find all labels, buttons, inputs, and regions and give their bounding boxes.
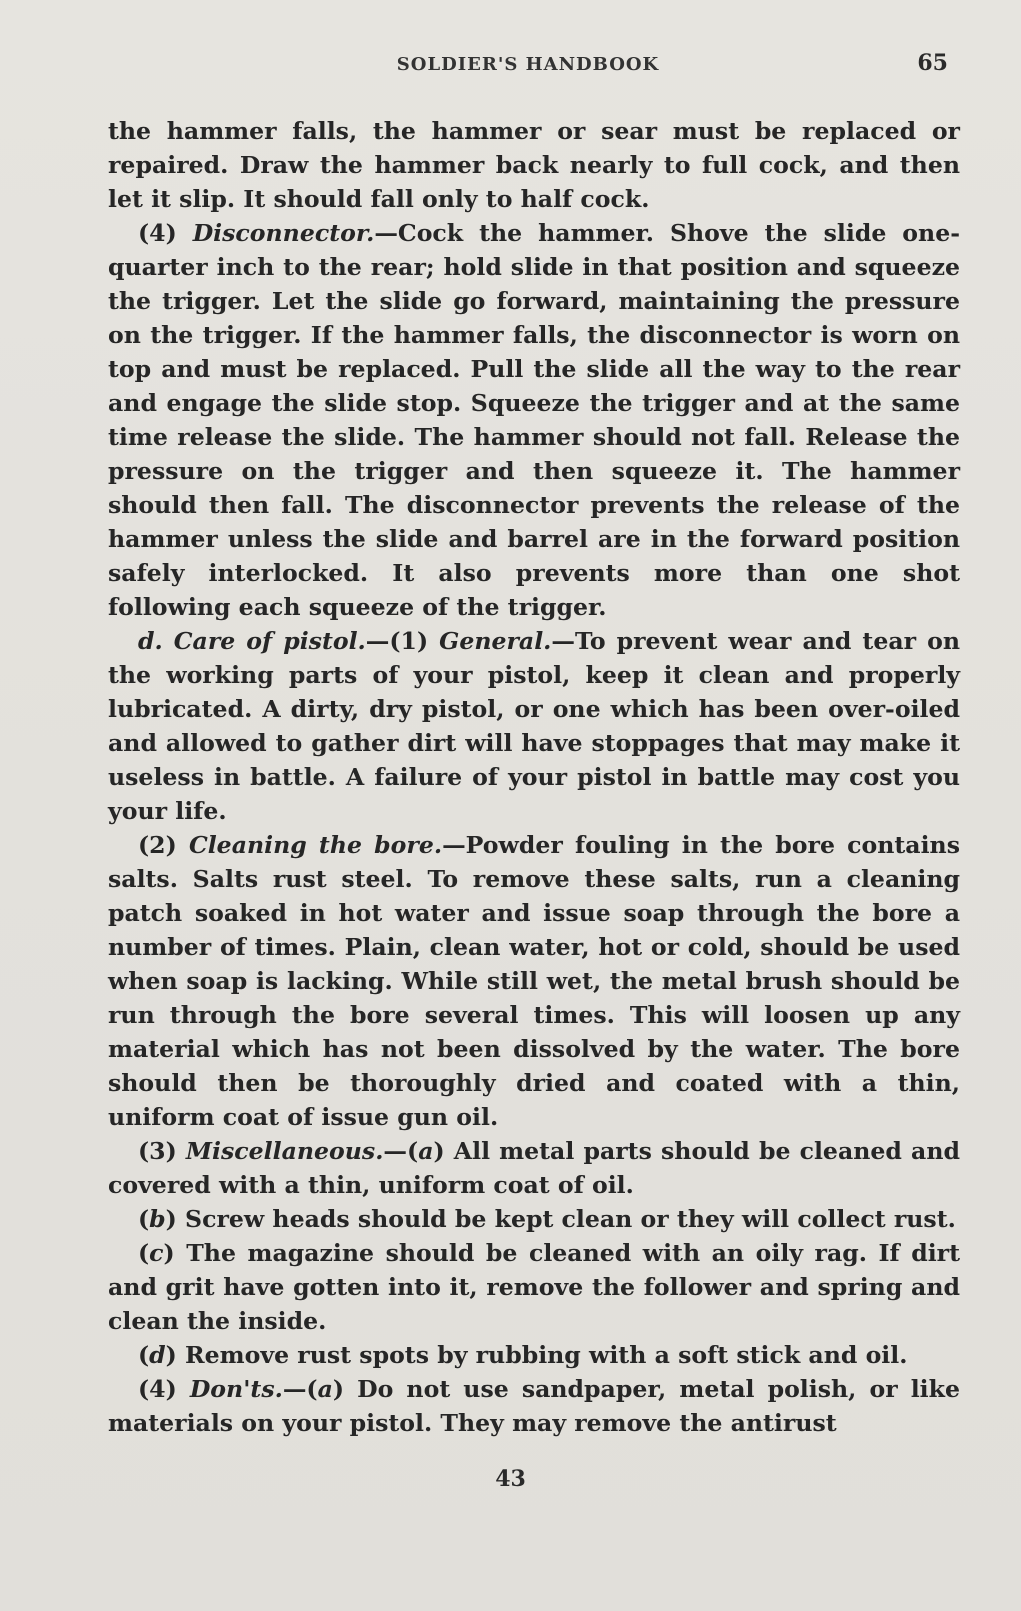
paragraph-title: Disconnector. [192, 219, 375, 247]
paragraph-text: ) The magazine should be cleaned with an oily rag. If dirt and grit have gotten into it, remove the follower and spring and clean the inside. [108, 1239, 960, 1335]
paragraph-text: the hammer falls, the hammer or sear must be replaced or repaired. Draw the hammer back nearly to full cock, and then let it slip. It should fall only to half cock. [108, 117, 960, 213]
paragraph-title: Don'ts. [189, 1375, 283, 1403]
section-title: d. Care of pistol. [138, 627, 366, 655]
paragraph-title: Cleaning the bore. [188, 831, 443, 859]
paragraph-disconnector [108, 216, 960, 624]
paragraph-donts [108, 1372, 960, 1440]
item-letter: d [149, 1341, 166, 1369]
paragraph-continuation [108, 114, 960, 216]
paragraph-text: —Cock the hammer. Shove the slide one-quarter inch to the rear; hold slide in that position and squeeze the trigger. Let the slide go forward, maintaining the pressure on the trigger. If the hammer falls, the disconnector is worn on top and must be replaced. Pull the slide all the way to the rear and engage the slide stop. Squeeze the trigger and at the same time release the slide. The hammer should not fall. Release the pressure on the trigger and then squeeze it. The hammer should then fall. The disconnector prevents the release of the hammer unless the slide and barrel are in the forward position safely interlocked. It also prevents more than one shot following each squeeze of the trigger. [108, 219, 960, 621]
paragraph-text: ) Screw heads should be kept clean or they will collect rust. [165, 1205, 956, 1233]
paragraph-title: Miscellaneous. [185, 1137, 384, 1165]
item-letter: a [418, 1137, 434, 1165]
paragraph-separator: —( [383, 1137, 419, 1165]
paragraph-text: ) All metal parts should be cleaned and covered with a thin, uniform coat of oil. [108, 1137, 960, 1199]
footer-page-number: 43 [495, 1466, 526, 1492]
body-text [108, 114, 960, 1440]
item-open: ( [138, 1341, 150, 1369]
paragraph-number: (2) [138, 831, 189, 859]
paragraph-number: (3) [138, 1137, 186, 1165]
paragraph-separator: —( [282, 1375, 318, 1403]
paragraph-text: ) Remove rust spots by rubbing with a soft stick and oil. [165, 1341, 908, 1369]
paragraph-miscellaneous [108, 1134, 960, 1202]
item-letter: c [149, 1239, 164, 1267]
paragraph-care-of-pistol [108, 624, 960, 828]
paragraph-text: —To prevent wear and tear on the working parts of your pistol, keep it clean and properly lubricated. A dirty, dry pistol, or one which has been over-oiled and allowed to gather dirt will have stoppages that may make it useless in battle. A failure of your pistol in battle may cost you your life. [108, 627, 960, 825]
paragraph-text: ) Do not use sandpaper, metal polish, or like materials on your pistol. They may remove the antirust [108, 1375, 961, 1437]
paragraph-number: (4) [138, 1375, 190, 1403]
running-head: SOLDIER'S HANDBOOK [396, 54, 660, 75]
paragraph-number: (4) [138, 219, 193, 247]
paragraph-cleaning-bore [108, 828, 960, 1134]
item-open: ( [138, 1205, 150, 1233]
paragraph-item-d [108, 1338, 960, 1372]
header-page-number: 65 [917, 50, 948, 76]
paragraph-number: —(1) [365, 627, 440, 655]
paragraph-item-b [108, 1202, 960, 1236]
item-open: ( [138, 1239, 150, 1267]
paragraph-title: General. [439, 627, 552, 655]
item-letter: a [317, 1375, 333, 1403]
item-letter: b [149, 1205, 166, 1233]
paragraph-item-c [108, 1236, 960, 1338]
paragraph-text: —Powder fouling in the bore contains salts. Salts rust steel. To remove these salts, run a cleaning patch soaked in hot water and issue soap through the bore a number of times. Plain, clean water, hot or cold, should be used when soap is lacking. While still wet, the metal brush should be run through the bore several times. This will loosen up any material which has not been dissolved by the water. The bore should then be thoroughly dried and coated with a thin, uniform coat of issue gun oil. [108, 831, 960, 1131]
page-header [108, 50, 948, 80]
